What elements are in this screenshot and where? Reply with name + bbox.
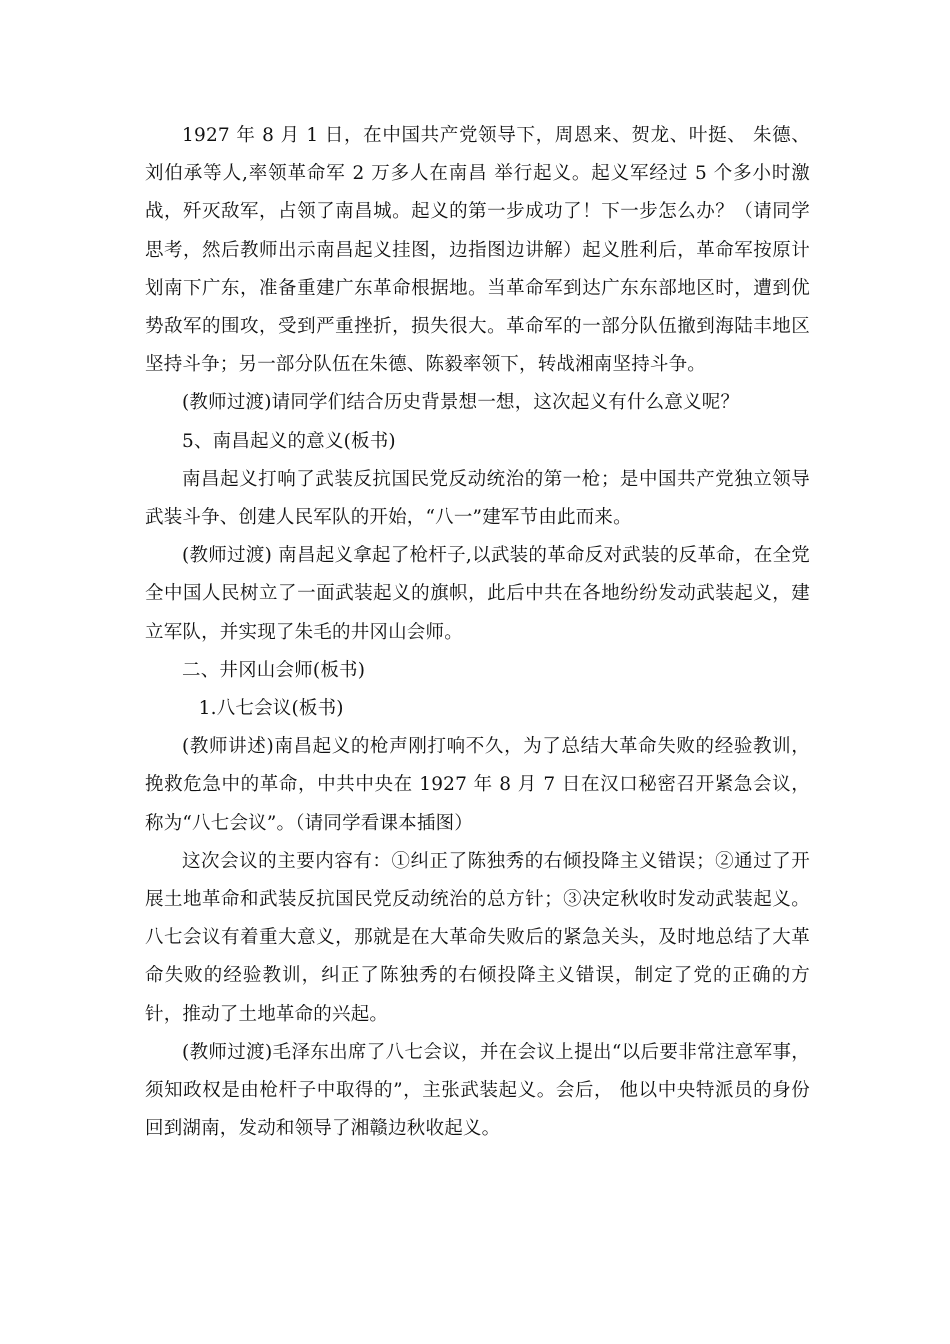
heading-nanchang-significance: 5、南昌起义的意义(板书) [182,430,396,452]
paragraph-nanchang-significance: 南昌起义打响了武装反抗国民党反动统治的第一枪；是中国共产党独立领导武装斗争、创建人民军队的开始，“八一”建军节由此而来。 [145,468,810,529]
paragraph-teacher-transition-2: (教师过渡) 南昌起义拿起了枪杆子,以武装的革命反对武装的反革命，在全党全中国人民树立了一面武装起义的旗帜，此后中共在各地纷纷发动武装起义，建立军队，并实现了朱毛的井冈山会师。 [145,545,810,643]
paragraph-nanchang-uprising: 1927 年 8 月 1 日，在中国共产党领导下，周恩来、贺龙、叶挺、 朱德、刘伯承等人,率领革命军 2 万多人在南昌 举行起义。起义军经过 5 个多小时激战，歼灭敌军，占领了南昌城。起义的第一步成功了！下一步怎么办？（请同学思考，然后教师出示南昌起义挂图，边指图边讲解）起义胜利后，革命军按原计划南下广东，准备重建广东革命根据地。当革命军到达广东东部地区时，遭到优势敌军的围攻，受到严重挫折，损失很大。革命军的一部分队伍撤到海陆丰地区坚持斗争；另一部分队伍在朱德、陈毅率领下，转战湘南坚持斗争。 [145,125,810,376]
paragraph-teacher-lecture: (教师讲述)南昌起义的枪声刚打响不久，为了总结大革命失败的经验教训，挽救危急中的革命，中共中央在 1927 年 8 月 7 日在汉口秘密召开紧急会议，称为“八七会议”。（请同学看课本插图） [145,736,810,834]
paragraph-teacher-transition-1: (教师过渡)请同学们结合历史背景想一想，这次起义有什么意义呢？ [182,392,740,414]
heading-jinggangshan: 二、井冈山会师(板书) [182,659,366,681]
paragraph-meeting-content: 这次会议的主要内容有：①纠正了陈独秀的右倾投降主义错误；②通过了开展土地革命和武装反抗国民党反动统治的总方针；③决定秋收时发动武装起义。八七会议有着重大意义，那就是在大革命失败后的紧急关头，及时地总结了大革命失败的经验教训，纠正了陈独秀的右倾投降主义错误，制定了党的正确的方针，推动了土地革命的兴起。 [145,850,810,1025]
document-body [145,117,810,1148]
paragraph-teacher-transition-3: (教师过渡)毛泽东出席了八七会议，并在会议上提出“以后要非常注意军事，须知政权是由枪杆子中取得的”，主张武装起义。会后， 他以中央特派员的身份回到湖南，发动和领导了湘赣边秋收起义。 [145,1041,810,1140]
heading-august-seventh-meeting: 1.八七会议(板书) [198,698,344,720]
